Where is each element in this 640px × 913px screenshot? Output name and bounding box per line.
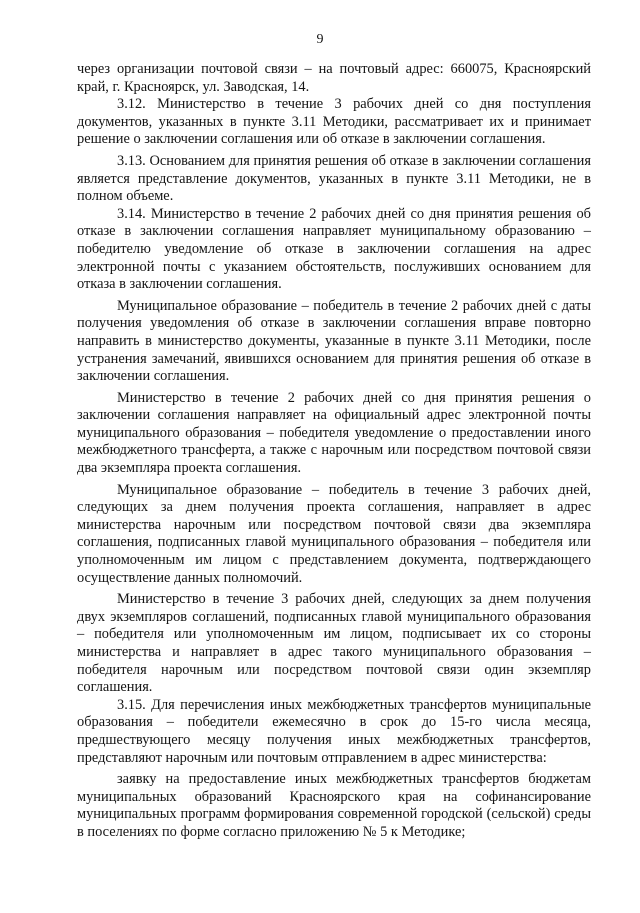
- paragraph-ministry-signing: Министерство в течение 3 рабочих дней, следующих за днем получения двух экземпляров соглашений, подписанных главой муниципального образования – победителя или уполномоченным им лицом, подписывает их со стороны министерства и направляет в адрес такого муниципального образования – победителя нарочным или посредством почтовой связи один экземпляр соглашения.: [77, 591, 591, 696]
- document-body: [77, 61, 591, 842]
- paragraph-3-13: 3.13. Основанием для принятия решения об отказе в заключении соглашения является представление документов, указанных в пункте 3.11 Методики, не в полном объеме.: [77, 152, 591, 205]
- paragraph-signing: Муниципальное образование – победитель в течение 3 рабочих дней, следующих за днем получения проекта соглашения, направляет в адрес министерства нарочным или посредством почтовой связи два экземпляра соглашения, подписанных главой муниципального образования – победителя или уполномоченным им лицом с представлением документа, подтверждающего осуществление данных полномочий.: [77, 481, 591, 586]
- paragraph-3-12: 3.12. Министерство в течение 3 рабочих дней со дня поступления документов, указанных в пункте 3.11 Методики, рассматривает их и принимает решение о заключении соглашения или об отказе в заключении соглашения.: [77, 96, 591, 148]
- paragraph-notification: Министерство в течение 2 рабочих дней со дня принятия решения о заключении соглашения направляет на официальный адрес электронной почты муниципального образования – победителя уведомление о предоставлении иного межбюджетного трансферта, а также с нарочным или посредством почтовой связи два экземпляра проекта соглашения.: [77, 389, 591, 477]
- page-number: 9: [316, 32, 324, 47]
- paragraph-resubmission: Муниципальное образование – победитель в течение 2 рабочих дней с даты получения уведомления об отказе в заключении соглашения вправе повторно направить в министерство документы, указанные в пункте 3.11 Методики, после устранения замечаний, явившихся основанием для принятия решения об отказе в заключении соглашения.: [77, 297, 591, 385]
- paragraph-3-14: 3.14. Министерство в течение 2 рабочих дней со дня принятия решения об отказе в заключении соглашения направляет муниципальному образованию – победителю уведомление об отказе в заключении соглашения на адрес электронной почты с указанием обстоятельств, послуживших основанием для отказа в заключении соглашения.: [77, 205, 591, 293]
- paragraph-continuation: через организации почтовой связи – на почтовый адрес: 660075, Красноярский край, г. Красноярск, ул. Заводская, 14.: [77, 61, 591, 95]
- paragraph-application: заявку на предоставление иных межбюджетных трансфертов бюджетам муниципальных образований Красноярского края на софинансирование муниципальных программ формирования современной городской (сельской) среды в поселениях по форме согласно приложению № 5 к Методике;: [77, 771, 591, 840]
- paragraph-3-15: 3.15. Для перечисления иных межбюджетных трансфертов муниципальные образования – победители ежемесячно в срок до 15-го числа месяца, предшествующего месяцу получения иных межбюджетных трансфертов, представляют нарочным или почтовым отправлением в адрес министерства:: [77, 696, 591, 766]
